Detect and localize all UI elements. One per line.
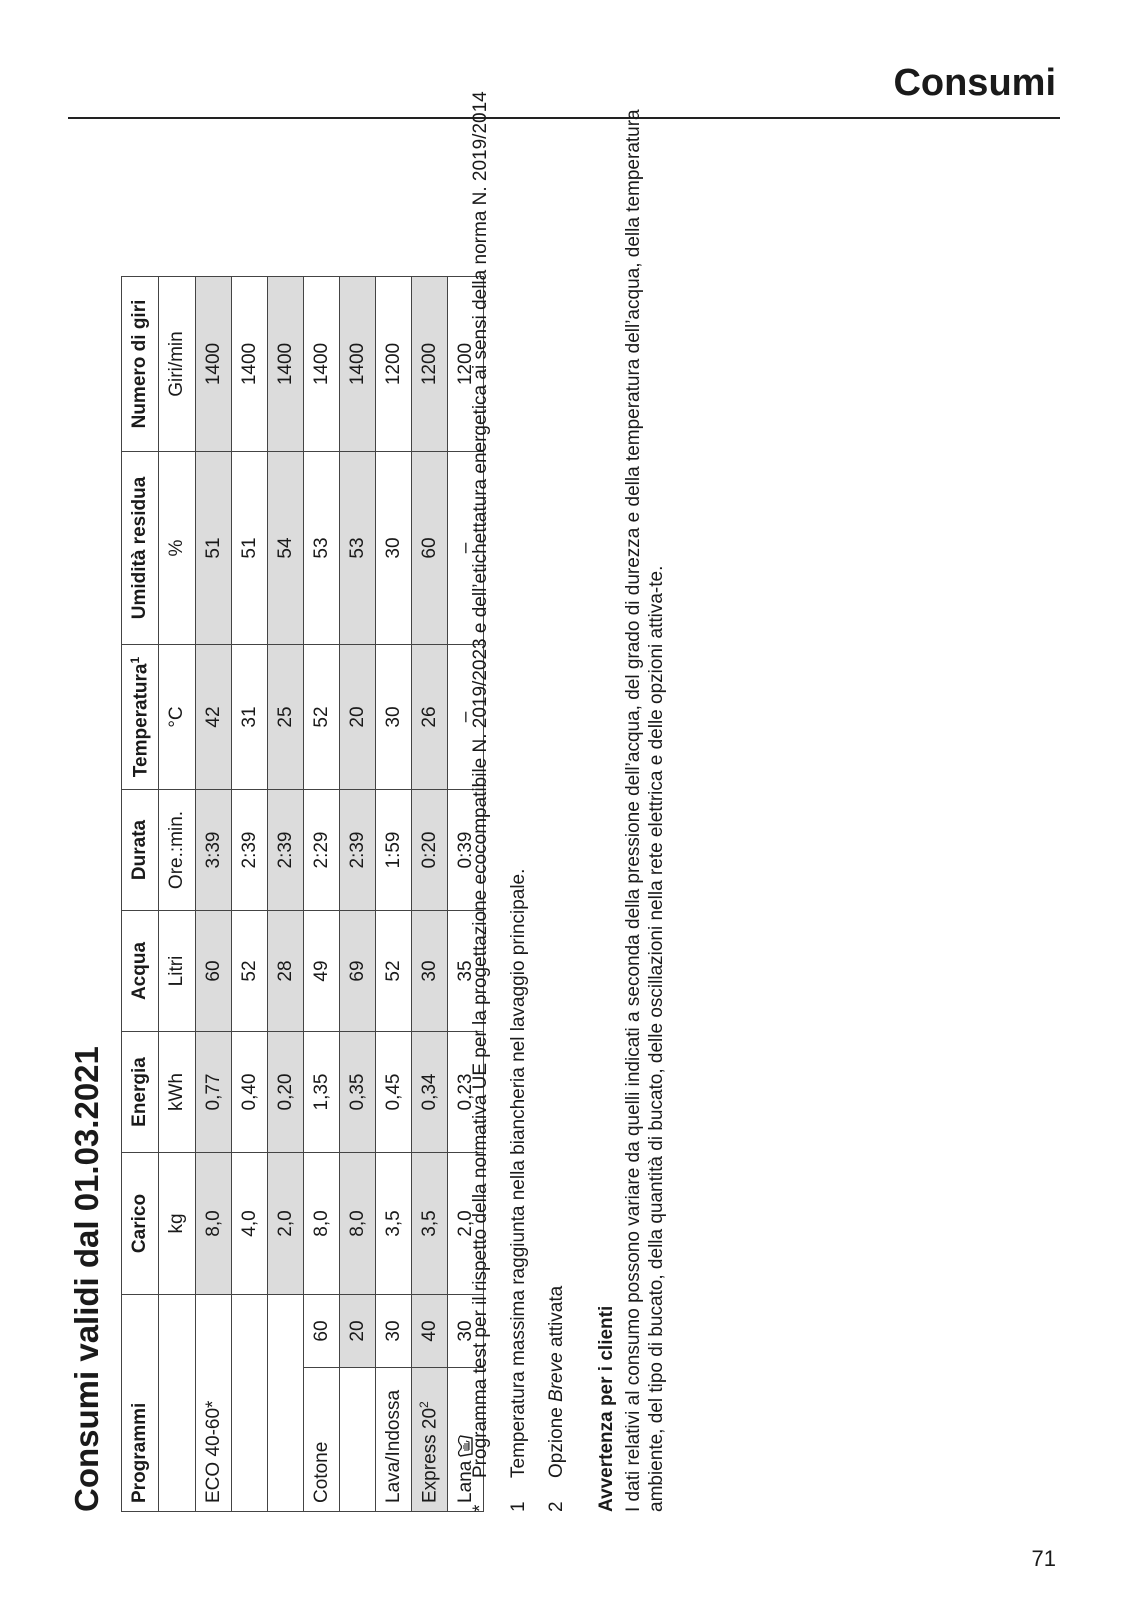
unit-durata: Ore.:min.: [159, 790, 196, 911]
cell-umidita: 53: [340, 452, 376, 645]
program-name: ECO 40-60*: [196, 1295, 232, 1512]
footnote-mark: *: [470, 1504, 491, 1512]
unit-giri: Giri/min: [159, 277, 196, 452]
cell-giri: 1400: [304, 277, 340, 452]
unit-temperatura: °C: [159, 645, 196, 790]
cell-carico: 3,5: [412, 1153, 448, 1295]
cell-carico: 8,0: [304, 1153, 340, 1295]
unit-acqua: Litri: [159, 911, 196, 1032]
table-row: [196, 277, 232, 1512]
cell-durata: 2:39: [232, 790, 268, 911]
footnotes: [470, 72, 668, 1512]
cell-giri: 1400: [232, 277, 268, 452]
unit-umidita: %: [159, 452, 196, 645]
cell-acqua: 52: [232, 911, 268, 1032]
cell-energia: 0,23: [448, 1032, 484, 1153]
cell-giri: 1400: [268, 277, 304, 452]
program-name: Lava/Indossa: [376, 1368, 412, 1512]
cell-acqua: 28: [268, 911, 304, 1032]
cell-umidita: 54: [268, 452, 304, 645]
footnote-mark: 2: [546, 1501, 567, 1512]
program-name: [268, 1295, 304, 1512]
cell-carico: 8,0: [340, 1153, 376, 1295]
header-durata: Durata: [122, 790, 159, 911]
cell-carico: 4,0: [232, 1153, 268, 1295]
footnote-text-italic: Breve: [546, 1352, 567, 1402]
page-number: 71: [1031, 1546, 1056, 1571]
cell-temperatura: 52: [304, 645, 340, 790]
table-row: [412, 277, 448, 1512]
cell-giri: 1400: [340, 277, 376, 452]
units-programmi: [159, 1295, 196, 1512]
footnote-asterisk: [470, 72, 492, 1512]
cell-umidita: 53: [304, 452, 340, 645]
program-name: Lana: [455, 1460, 476, 1503]
cell-carico: 3,5: [376, 1153, 412, 1295]
cell-umidita: 30: [376, 452, 412, 645]
program-name: [340, 1368, 376, 1512]
table-row: [268, 277, 304, 1512]
cell-umidita: 51: [196, 452, 232, 645]
cell-energia: 0,77: [196, 1032, 232, 1153]
consumption-table: [121, 276, 484, 1512]
table-row: [304, 277, 340, 1512]
header-energia: Energia: [122, 1032, 159, 1153]
footnote-2: [546, 72, 568, 1512]
cell-durata: 2:39: [268, 790, 304, 911]
advice-text: I dati relativi al consumo possono variare da quelli indicati a seconda della pressione dell’acqua, del grado di durezza e della temperatura dell’acqua, della temperatura ambiente, del tipo di bucato, della quantità di bucato, delle oscillazioni nella rete elettrica e delle opzioni attiva-te.: [623, 109, 667, 1512]
program-temperature: 60: [304, 1295, 340, 1368]
header-programmi: Programmi: [122, 1295, 159, 1512]
header-carico: Carico: [122, 1153, 159, 1295]
footnote-text-before: Opzione: [546, 1401, 567, 1478]
table-row: [340, 277, 376, 1512]
cell-temperatura: 42: [196, 645, 232, 790]
cell-umidita: 51: [232, 452, 268, 645]
cell-giri: 1200: [448, 277, 484, 452]
cell-energia: 0,34: [412, 1032, 448, 1153]
program-temperature: 20: [340, 1295, 376, 1368]
program-name-cell: [412, 1368, 448, 1512]
cell-energia: 0,40: [232, 1032, 268, 1153]
unit-carico: kg: [159, 1153, 196, 1295]
table-units-row: [159, 277, 196, 1512]
cell-carico: 8,0: [196, 1153, 232, 1295]
cell-acqua: 35: [448, 911, 484, 1032]
footnote-mark: 1: [508, 1501, 529, 1512]
cell-temperatura: 25: [268, 645, 304, 790]
table-header-row: [122, 277, 159, 1512]
page-header-title: Consumi: [893, 62, 1056, 104]
program-temperature: 30: [448, 1295, 484, 1368]
footnote-text: Programma test per il rispetto della normativa UE per la progettazione ecocompatibile N. 2019/2023 e dell’etichettatura energetica ai sensi della norma N. 2019/2014: [470, 91, 491, 1478]
cell-durata: 0:39: [448, 790, 484, 911]
cell-carico: 2,0: [448, 1153, 484, 1295]
cell-temperatura: 30: [376, 645, 412, 790]
cell-acqua: 30: [412, 911, 448, 1032]
program-name: [232, 1295, 268, 1512]
footnote-1: [508, 72, 530, 1512]
header-umidita: Umidità residua: [122, 452, 159, 645]
cell-temperatura: 31: [232, 645, 268, 790]
cell-temperatura: –: [448, 645, 484, 790]
program-name: Cotone: [304, 1368, 340, 1512]
program-name: Express 20: [419, 1407, 441, 1503]
program-temperature: 40: [412, 1295, 448, 1368]
cell-giri: 1400: [196, 277, 232, 452]
cell-temperatura: 20: [340, 645, 376, 790]
header-giri: Numero di giri: [122, 277, 159, 452]
header-temperatura: [122, 645, 159, 790]
footnote-text: Temperatura massima raggiunta nella biancheria nel lavaggio principale.: [508, 868, 529, 1478]
cell-durata: 2:29: [304, 790, 340, 911]
table-row: [376, 277, 412, 1512]
cell-energia: 0,45: [376, 1032, 412, 1153]
footnote-text-after: attivata: [546, 1285, 567, 1353]
cell-energia: 1,35: [304, 1032, 340, 1153]
cell-acqua: 52: [376, 911, 412, 1032]
cell-energia: 0,35: [340, 1032, 376, 1153]
table-row: [232, 277, 268, 1512]
cell-durata: 2:39: [340, 790, 376, 911]
cell-durata: 3:39: [196, 790, 232, 911]
cell-durata: 1:59: [376, 790, 412, 911]
advice-title: Avvertenza per i clienti: [596, 1305, 617, 1512]
section-title: Consumi validi dal 01.03.2021: [68, 1046, 105, 1512]
cell-energia: 0,20: [268, 1032, 304, 1153]
cell-umidita: –: [448, 452, 484, 645]
footnote-ref-2: 2: [417, 1401, 432, 1408]
cell-carico: 2,0: [268, 1153, 304, 1295]
cell-temperatura: 26: [412, 645, 448, 790]
cell-durata: 0:20: [412, 790, 448, 911]
cell-acqua: 49: [304, 911, 340, 1032]
program-temperature: 30: [376, 1295, 412, 1368]
unit-energia: kWh: [159, 1032, 196, 1153]
rotated-content: [68, 72, 1058, 1512]
header-temperatura-label: Temperatura: [130, 663, 152, 778]
cell-giri: 1200: [376, 277, 412, 452]
cell-umidita: 60: [412, 452, 448, 645]
header-acqua: Acqua: [122, 911, 159, 1032]
cell-giri: 1200: [412, 277, 448, 452]
cell-acqua: 69: [340, 911, 376, 1032]
cell-acqua: 60: [196, 911, 232, 1032]
footnote-ref-1: 1: [127, 656, 142, 664]
